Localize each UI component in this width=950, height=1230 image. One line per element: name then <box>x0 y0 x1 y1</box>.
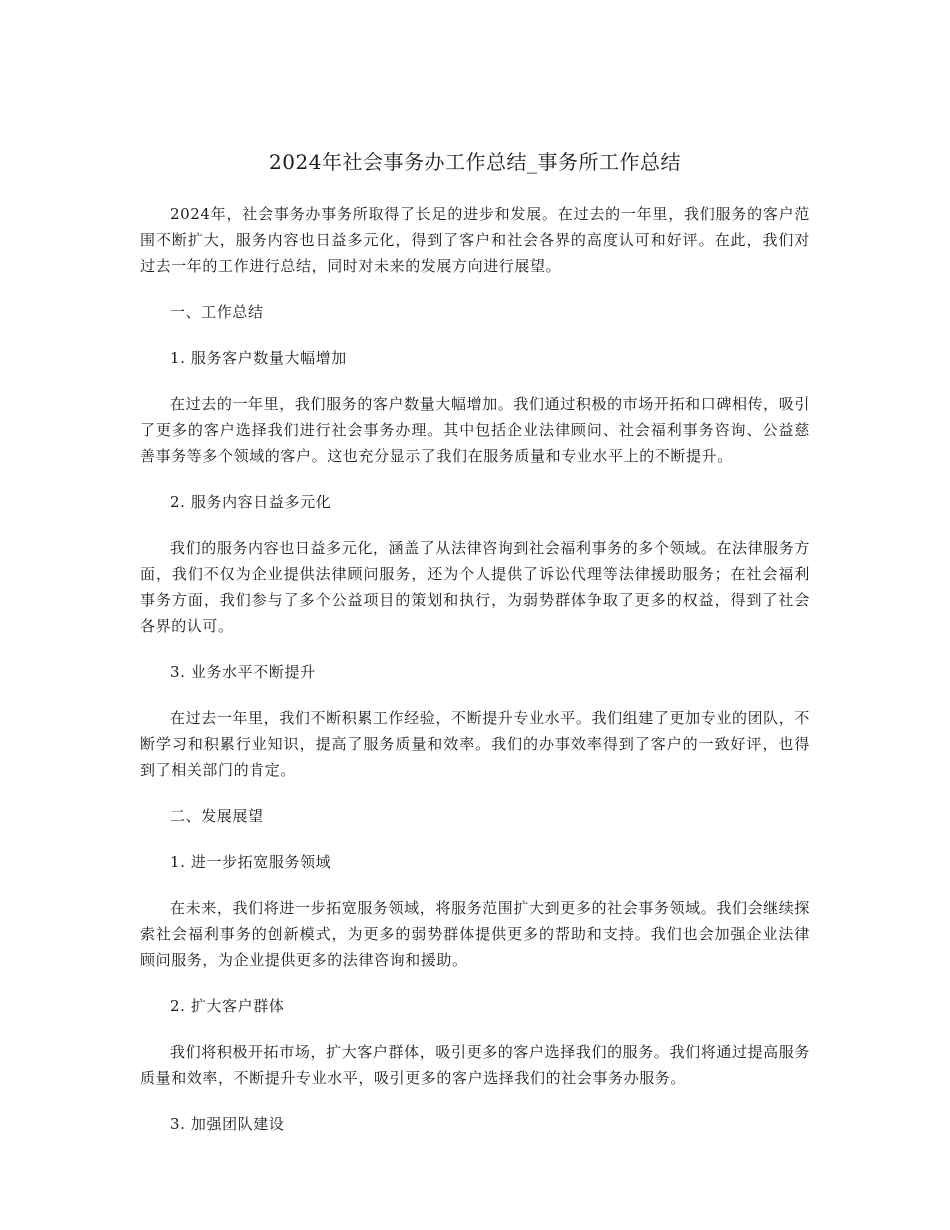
subheading-expand-fields: 1. 进一步拓宽服务领域 <box>170 853 332 871</box>
section-heading-outlook: 二、发展展望 <box>170 807 264 825</box>
subheading-expand-clients: 2. 扩大客户群体 <box>170 997 285 1015</box>
paragraph-expand-clients: 我们将积极开拓市场，扩大客户群体，吸引更多的客户选择我们的服务。我们将通过提高服务质量和效率，不断提升专业水平，吸引更多的客户选择我们的社会事务办服务。 <box>140 1043 810 1087</box>
subheading-team-building: 3. 加强团队建设 <box>170 1115 285 1133</box>
paragraph-expand-fields: 在未来，我们将进一步拓宽服务领域，将服务范围扩大到更多的社会事务领域。我们会继续探索社会福利事务的创新模式，为更多的弱势群体提供更多的帮助和支持。我们也会加强企业法律顾问服务，为企业提供更多的法律咨询和援助。 <box>140 899 810 969</box>
intro-paragraph: 2024年，社会事务办事务所取得了长足的进步和发展。在过去的一年里，我们服务的客户范围不断扩大，服务内容也日益多元化，得到了客户和社会各界的高度认可和好评。在此，我们对过去一年的工作进行总结，同时对未来的发展方向进行展望。 <box>140 205 810 275</box>
paragraph-business-level: 在过去一年里，我们不断积累工作经验，不断提升专业水平。我们组建了更加专业的团队，不断学习和积累行业知识，提高了服务质量和效率。我们的办事效率得到了客户的一致好评，也得到了相关部门的肯定。 <box>140 709 810 779</box>
subheading-business-level: 3. 业务水平不断提升 <box>170 663 316 681</box>
subheading-client-growth: 1. 服务客户数量大幅增加 <box>170 349 347 367</box>
document-title: 2024年社会事务办工作总结_事务所工作总结 <box>269 150 681 174</box>
section-heading-work-summary: 一、工作总结 <box>170 303 264 321</box>
paragraph-client-growth: 在过去的一年里，我们服务的客户数量大幅增加。我们通过积极的市场开拓和口碑相传，吸引了更多的客户选择我们进行社会事务办理。其中包括企业法律顾问、社会福利事务咨询、公益慈善事务等多个领域的客户。这也充分显示了我们在服务质量和专业水平上的不断提升。 <box>140 395 810 465</box>
subheading-service-diversity: 2. 服务内容日益多元化 <box>170 493 332 511</box>
document-body <box>140 201 810 1157</box>
paragraph-service-diversity: 我们的服务内容也日益多元化，涵盖了从法律咨询到社会福利事务的多个领域。在法律服务方面，我们不仅为企业提供法律顾问服务，还为个人提供了诉讼代理等法律援助服务；在社会福利事务方面，我们参与了多个公益项目的策划和执行，为弱势群体争取了更多的权益，得到了社会各界的认可。 <box>140 539 810 635</box>
